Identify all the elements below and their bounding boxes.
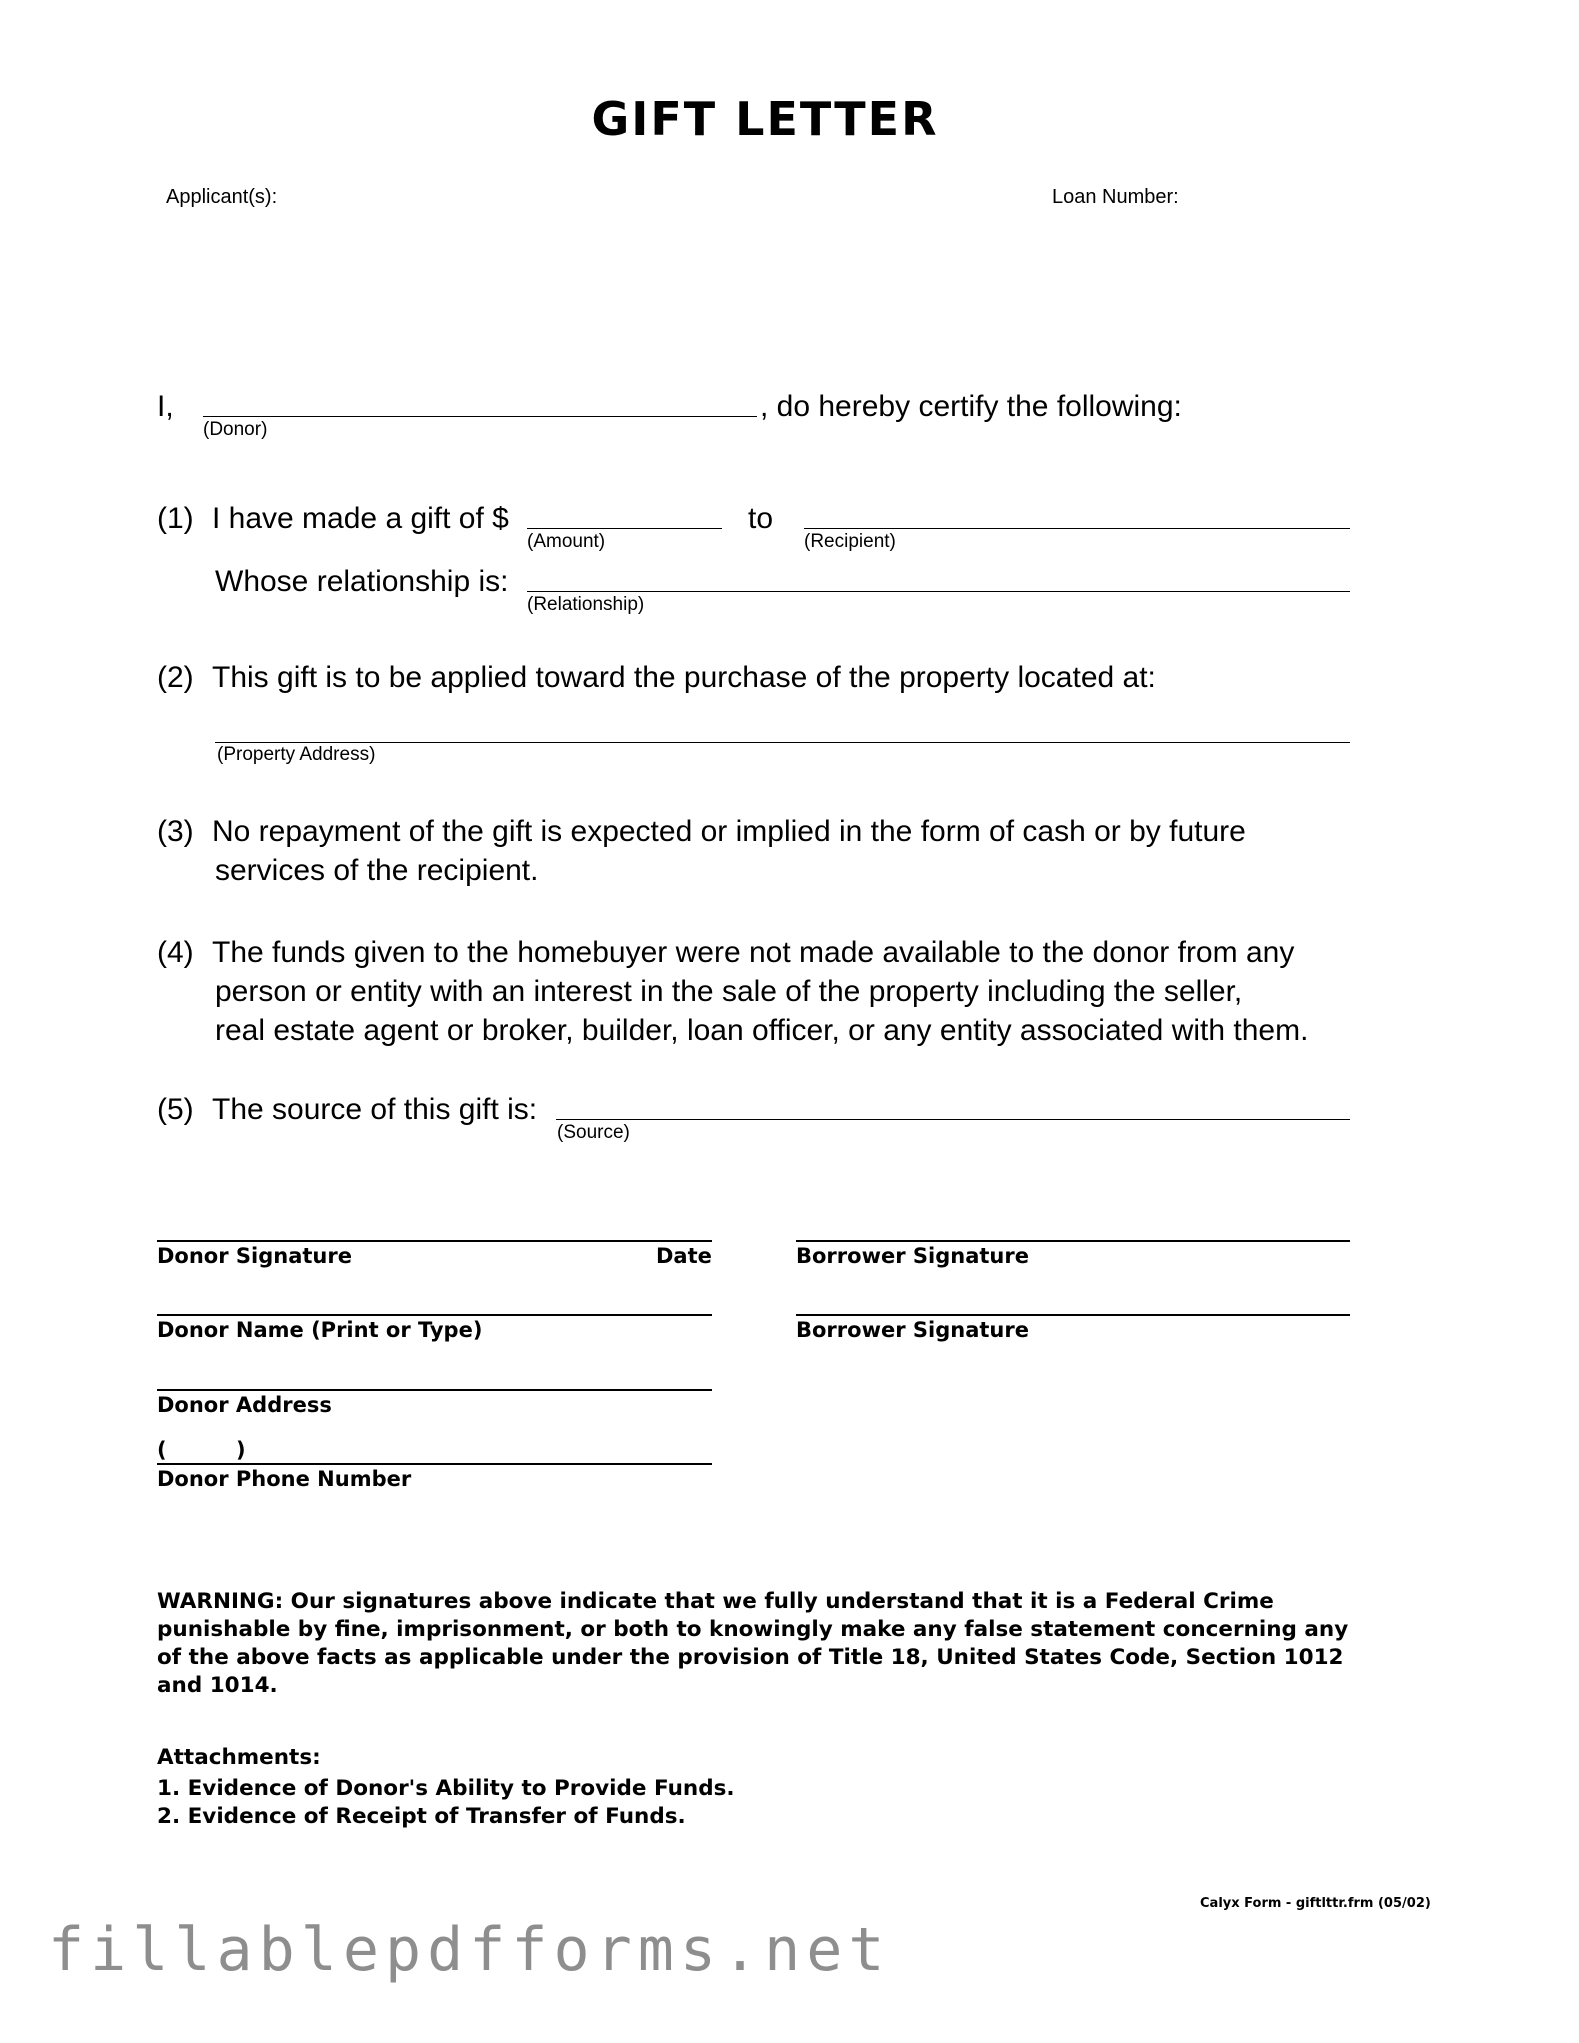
warning-text: WARNING: Our signatures above indicate that we fully understand that it is a Federal Crime punishable by fine, imprisonment, or both to knowingly make any false statement concerning any of the above facts as applicable under the provision of Title 18, United States Code, Section 1012 and 1014.	[157, 1589, 1349, 1698]
item4-line3: real estate agent or broker, builder, loan officer, or any entity associated with them.	[215, 1014, 1309, 1047]
applicants-label: Applicant(s):	[166, 186, 278, 208]
phone-area-close: )	[236, 1438, 246, 1462]
donor-signature-label: Donor Signature	[157, 1244, 352, 1268]
certify-suffix: , do hereby certify the following:	[760, 390, 1182, 423]
phone-area-open: (	[157, 1438, 167, 1462]
date-label: Date	[656, 1244, 712, 1268]
source-field[interactable]	[556, 1119, 1350, 1120]
item4-number: (4)	[157, 936, 194, 969]
attachment-item-1: 1. Evidence of Donor's Ability to Provide Funds.	[157, 1776, 735, 1801]
amount-caption: (Amount)	[527, 531, 606, 552]
amount-field[interactable]	[527, 528, 722, 529]
donor-phone-line[interactable]	[157, 1463, 712, 1465]
borrower-signature-label-1: Borrower Signature	[796, 1244, 1029, 1268]
item3-line2: services of the recipient.	[215, 854, 539, 887]
donor-signature-line[interactable]	[157, 1240, 712, 1242]
recipient-field[interactable]	[804, 528, 1350, 529]
loan-number-field[interactable]	[1052, 214, 1432, 248]
borrower-signature-line-1[interactable]	[796, 1240, 1350, 1242]
certify-prefix: I,	[157, 390, 174, 423]
relationship-caption: (Relationship)	[527, 594, 645, 615]
item3-line1: No repayment of the gift is expected or implied in the form of cash or by future	[212, 815, 1246, 848]
source-caption: (Source)	[557, 1122, 630, 1143]
attachment-item-2: 2. Evidence of Receipt of Transfer of Funds.	[157, 1804, 686, 1829]
item2-text: This gift is to be applied toward the purchase of the property located at:	[212, 661, 1156, 694]
form-footer: Calyx Form - giftlttr.frm (05/02)	[1200, 1896, 1431, 1911]
applicants-field[interactable]	[166, 214, 866, 248]
relationship-field[interactable]	[527, 591, 1350, 592]
watermark: fillablepdfforms.net	[48, 1915, 891, 1985]
to-label: to	[748, 502, 774, 535]
relationship-text: Whose relationship is:	[215, 565, 509, 598]
donor-name-label: Donor Name (Print or Type)	[157, 1318, 483, 1342]
item1-number: (1)	[157, 502, 194, 535]
donor-field[interactable]	[203, 416, 757, 417]
donor-phone-label: Donor Phone Number	[157, 1467, 412, 1491]
attachments-heading: Attachments:	[157, 1745, 321, 1770]
document-title: GIFT LETTER	[591, 92, 939, 146]
donor-address-line[interactable]	[157, 1389, 712, 1391]
donor-caption: (Donor)	[203, 419, 268, 440]
item4-line2: person or entity with an interest in the sale of the property including the seller,	[215, 975, 1243, 1008]
loan-number-label: Loan Number:	[1052, 186, 1179, 208]
item5-text: The source of this gift is:	[212, 1093, 538, 1126]
item5-number: (5)	[157, 1093, 194, 1126]
property-address-caption: (Property Address)	[217, 744, 376, 765]
property-address-field[interactable]	[215, 742, 1350, 743]
borrower-signature-label-2: Borrower Signature	[796, 1318, 1029, 1342]
item3-number: (3)	[157, 815, 194, 848]
borrower-signature-line-2[interactable]	[796, 1314, 1350, 1316]
item2-number: (2)	[157, 661, 194, 694]
item1-text: I have made a gift of $	[212, 502, 509, 535]
recipient-caption: (Recipient)	[804, 531, 896, 552]
item4-line1: The funds given to the homebuyer were not made available to the donor from any	[212, 936, 1295, 969]
donor-address-label: Donor Address	[157, 1393, 332, 1417]
donor-name-line[interactable]	[157, 1314, 712, 1316]
